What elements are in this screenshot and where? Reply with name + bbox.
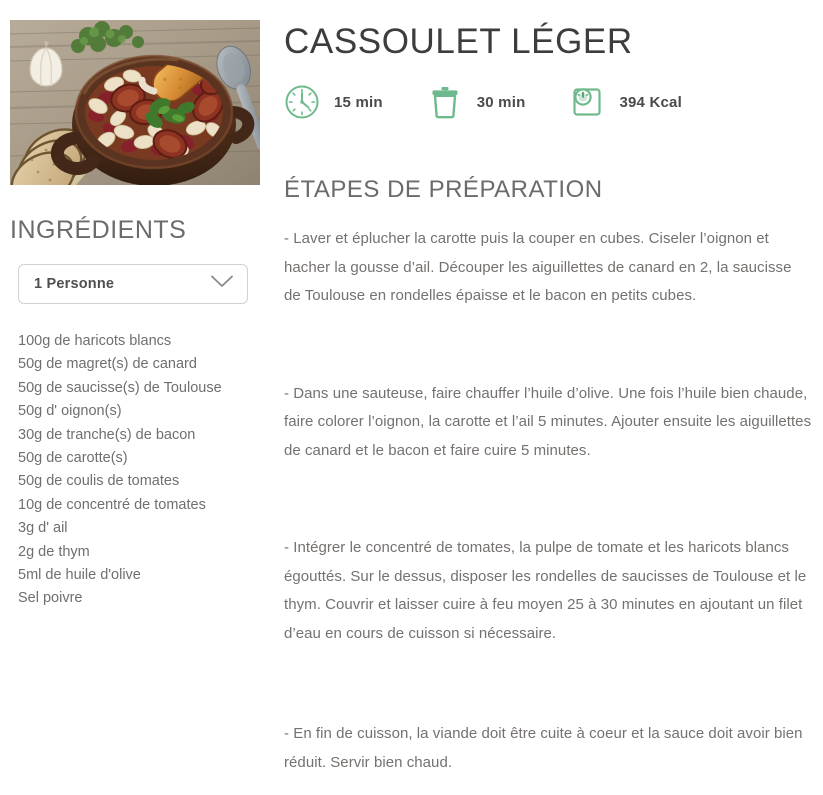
ingredient-item: 10g de concentré de tomates bbox=[18, 496, 206, 513]
ingredient-item: Sel poivre bbox=[18, 590, 83, 607]
pot-icon bbox=[427, 84, 463, 120]
ingredient-item: 50g de saucisse(s) de Toulouse bbox=[18, 379, 222, 396]
ingredient-item: 5ml de huile d'olive bbox=[18, 567, 141, 584]
metric-calories bbox=[569, 84, 681, 120]
preparation-heading: ÉTAPES DE PRÉPARATION bbox=[284, 176, 603, 203]
serving-size-value: 1 Personne bbox=[34, 276, 115, 292]
step-spacer bbox=[284, 648, 812, 720]
ingredient-item: 30g de tranche(s) de bacon bbox=[18, 426, 196, 443]
step-spacer bbox=[284, 465, 812, 534]
ingredient-item: 100g de haricots blancs bbox=[18, 333, 172, 349]
ingredient-item: 50g de coulis de tomates bbox=[18, 473, 180, 490]
metric-calories-label: 394 Kcal bbox=[619, 93, 682, 111]
recipe-photo bbox=[10, 20, 260, 185]
preparation-step: - Dans une sauteuse, faire chauffer l’huile d’olive. Une fois l’huile bien chaude, faire colorer l’oignon, la carotte et l’ail 5 minutes. Ajouter ensuite les aiguillettes de canard et le bacon et faire cuire 5 minutes. bbox=[284, 384, 812, 459]
ingredients-heading: INGRÉDIENTS bbox=[10, 216, 187, 244]
ingredient-item: 3g d' ail bbox=[18, 520, 68, 537]
preparation-step: - Intégrer le concentré de tomates, la pulpe de tomate et les haricots blancs égouttés. Sur le dessus, disposer les rondelles de saucisses de Toulouse et le thym. Couvrir et laisser cuire à feu moyen 25 à 30 minutes en ajoutant un filet d’eau en cours de cuisson si nécessaire. bbox=[284, 539, 807, 642]
ingredient-item: 50g d' oignon(s) bbox=[18, 403, 122, 420]
ingredient-list bbox=[18, 330, 260, 611]
scale-icon bbox=[569, 84, 605, 120]
metric-prep-time bbox=[284, 84, 383, 120]
step-spacer bbox=[284, 311, 812, 380]
page-title: CASSOULET LÉGER bbox=[284, 22, 633, 61]
preparation-step: - Laver et éplucher la carotte puis la couper en cubes. Ciseler l’oignon et hacher la gousse d’ail. Découper les aiguillettes de canard en 2, la saucisse de Toulouse en rondelles épaisse et le bacon en petits cubes. bbox=[284, 230, 792, 304]
serving-size-select[interactable] bbox=[18, 264, 248, 304]
right-column bbox=[284, 20, 812, 777]
chevron-down-icon bbox=[211, 275, 233, 293]
left-column bbox=[10, 20, 260, 611]
preparation-steps bbox=[284, 225, 812, 777]
metric-prep-time-label: 15 min bbox=[334, 93, 383, 111]
ingredient-item: 50g de magret(s) de canard bbox=[18, 356, 197, 373]
ingredient-item: 50g de carotte(s) bbox=[18, 450, 128, 467]
recipe-metrics bbox=[284, 84, 812, 120]
metric-cook-time-label: 30 min bbox=[476, 93, 526, 111]
preparation-step: - En fin de cuisson, la viande doit être cuite à coeur et la sauce doit avoir bien réduit. Servir bien chaud. bbox=[284, 725, 803, 771]
metric-cook-time bbox=[427, 84, 526, 120]
ingredient-item: 2g de thym bbox=[18, 543, 90, 560]
clock-icon bbox=[284, 84, 320, 120]
